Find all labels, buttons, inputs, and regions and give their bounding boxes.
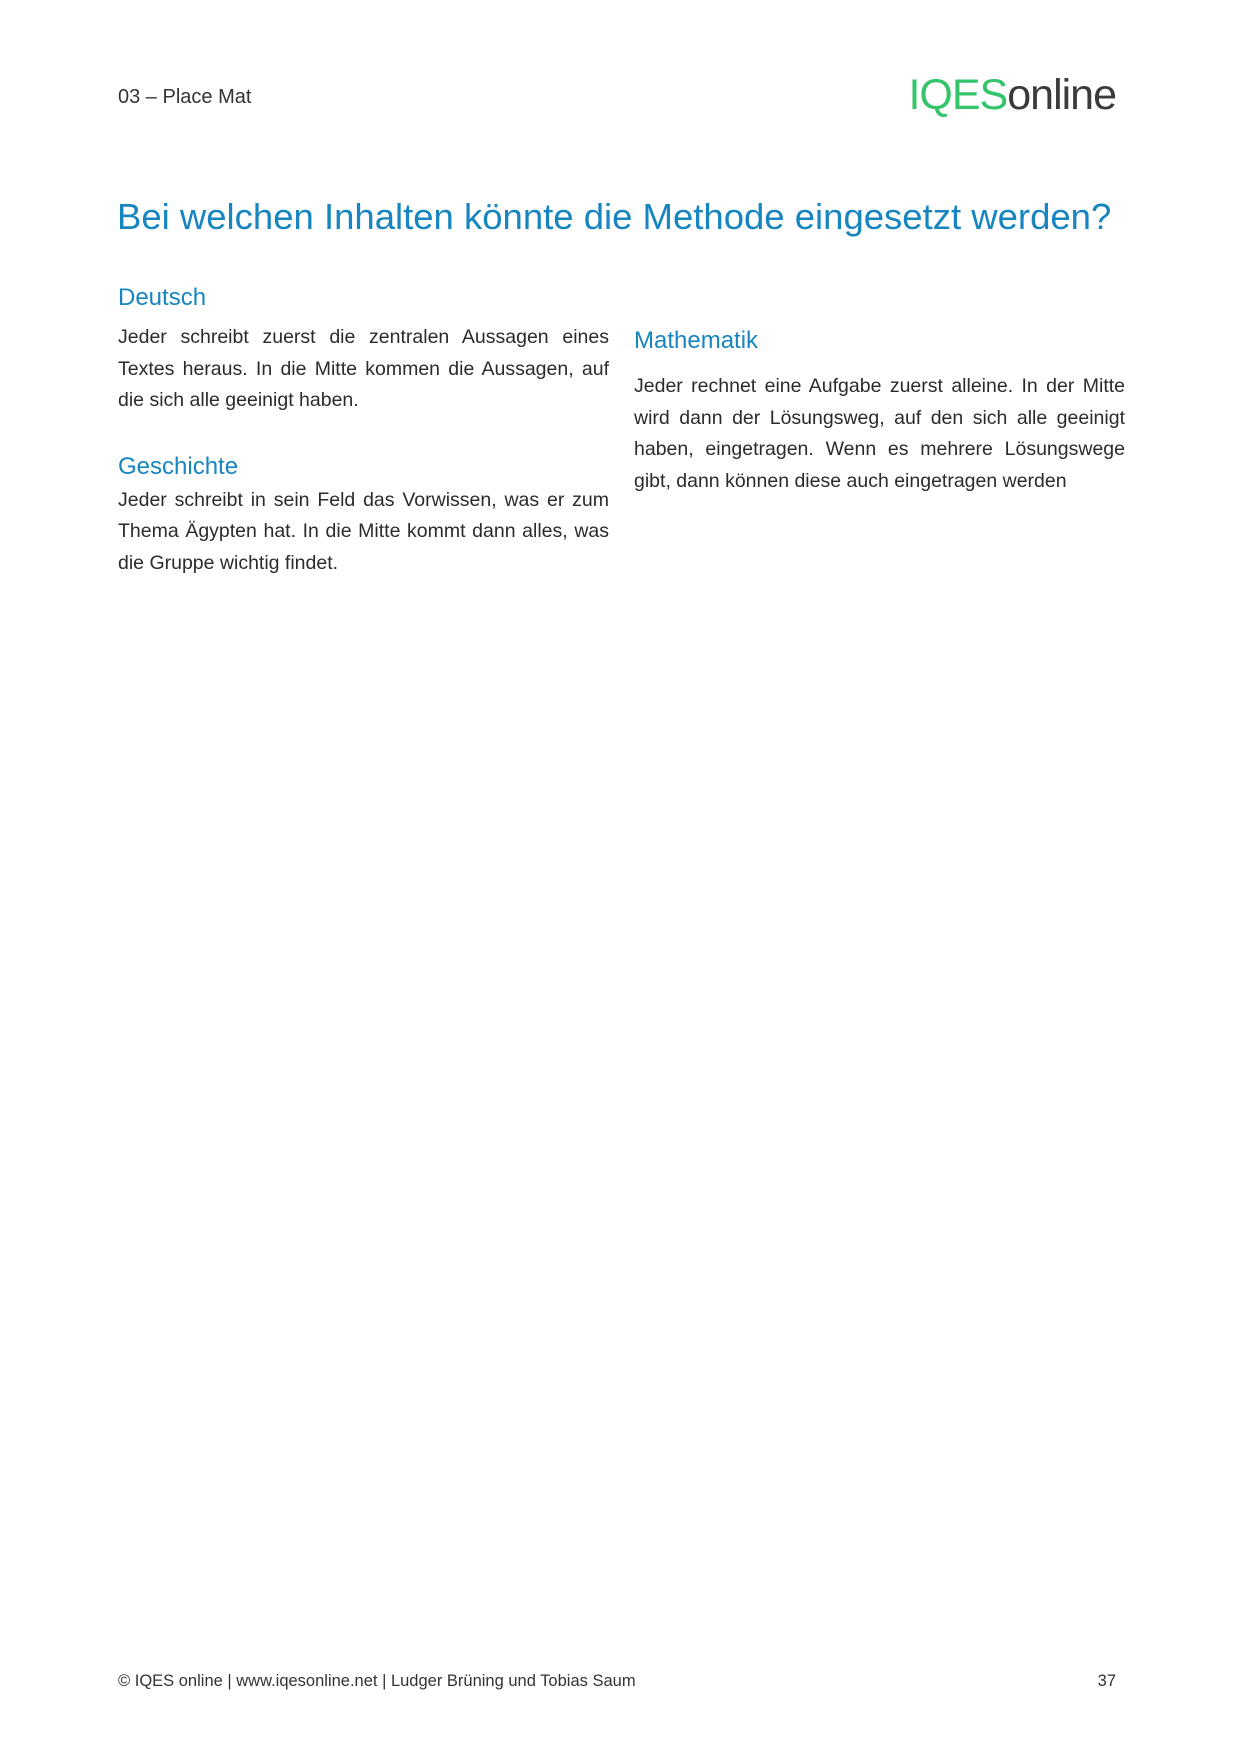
section-title-deutsch: Deutsch <box>118 284 207 311</box>
right-column <box>634 325 1125 497</box>
section-body-deutsch: Jeder schreibt zuerst die zentralen Aussagen eines Textes heraus. In die Mitte kommen die Aussagen, auf die sich alle geeinigt haben. <box>118 326 609 411</box>
logo-brand-text: IQES <box>908 71 1008 119</box>
section-geschichte <box>118 451 609 580</box>
section-body-geschichte: Jeder schreibt in sein Feld das Vorwissen, was er zum Thema Ägypten hat. In die Mitte kommt dann alles, was die Gruppe wichtig findet. <box>118 488 609 574</box>
left-column <box>118 282 609 579</box>
page-title: Bei welchen Inhalten könnte die Methode eingesetzt werden? <box>117 196 1112 237</box>
logo-suffix-text: online <box>1007 71 1116 119</box>
section-title-geschichte: Geschichte <box>118 452 239 480</box>
footer-page-number: 37 <box>1097 1672 1116 1690</box>
section-title-mathematik: Mathematik <box>634 327 759 354</box>
footer-copyright: © IQES online | www.iqesonline.net | Ludger Brüning und Tobias Saum <box>118 1672 636 1690</box>
iqes-online-logo <box>908 71 1116 119</box>
section-mathematik <box>634 325 1125 497</box>
document-header-label: 03 – Place Mat <box>118 86 252 108</box>
section-body-mathematik: Jeder rechnet eine Aufgabe zuerst alleine. In der Mitte wird dann der Lösungsweg, auf den sich alle geeinigt haben, eingetragen. Wenn es mehrere Lösungswege gibt, dann können diese auch eingetragen werden <box>634 375 1125 492</box>
section-deutsch <box>118 282 609 417</box>
